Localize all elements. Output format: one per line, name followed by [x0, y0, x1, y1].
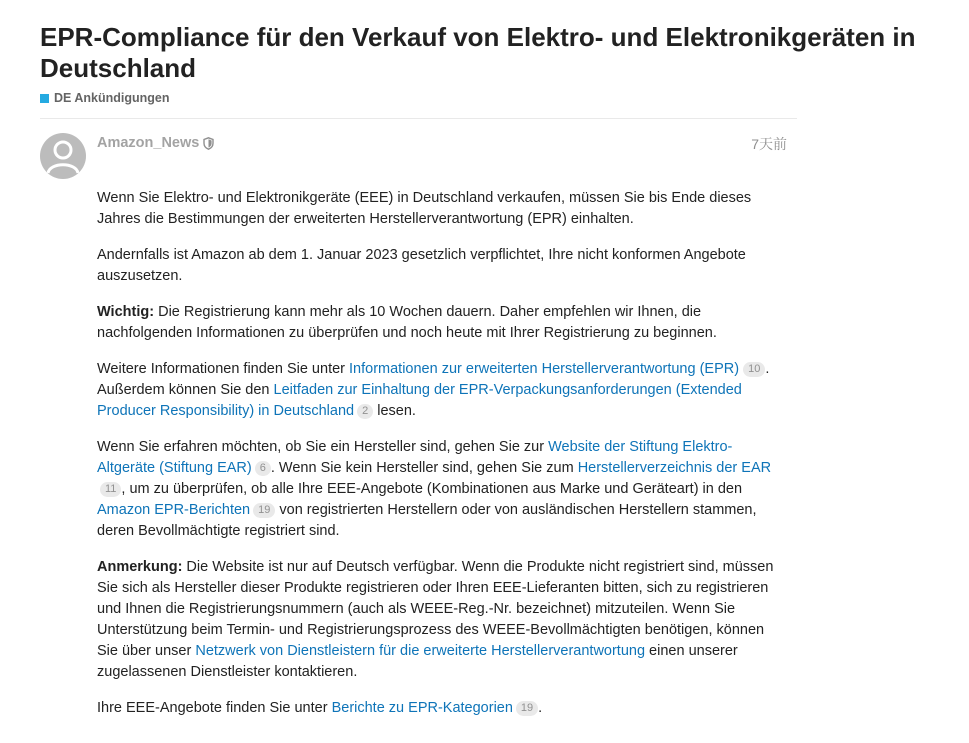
click-count-badge: 19	[253, 503, 275, 518]
title-divider	[40, 118, 797, 119]
paragraph-7-text-1: Ihre EEE-Angebote finden Sie unter	[97, 700, 332, 716]
paragraph-5-text-4: von registrierten Herstellern oder von ausländischen Herstellern stammen, deren Bevollmächtigte registriert sind.	[97, 502, 757, 539]
author-name[interactable]	[97, 135, 214, 151]
link-service-provider-network[interactable]: Netzwerk von Dienstleistern für die erweiterte Herstellerverantwortung	[195, 643, 646, 659]
link-packaging-guide[interactable]: Leitfaden zur Einhaltung der EPR-Verpackungsanforderungen (Extended Producer Responsibility) in Deutschland	[97, 382, 742, 419]
paragraph-4-text-2: . Außerdem können Sie den	[97, 361, 770, 398]
paragraph-4	[97, 359, 787, 422]
note-label: Anmerkung:	[97, 559, 183, 575]
click-count-badge: 11	[100, 482, 121, 497]
click-count-badge: 10	[743, 362, 765, 377]
paragraph-5-text-1: Wenn Sie erfahren möchten, ob Sie ein Hersteller sind, gehen Sie zur	[97, 439, 549, 455]
paragraph-4-text-1: Weitere Informationen finden Sie unter	[97, 361, 350, 377]
user-avatar-icon	[40, 133, 86, 179]
paragraph-5-text-2: . Wenn Sie kein Hersteller sind, gehen Sie zum	[270, 460, 578, 476]
paragraph-7	[97, 698, 787, 719]
avatar[interactable]	[40, 133, 86, 179]
paragraph-3-text: Die Registrierung kann mehr als 10 Wochen dauern. Daher empfehlen wir Ihnen, die nachfolgenden Informationen zu überprüfen und noch heute mit Ihrer Registrierung zu beginnen.	[97, 304, 717, 341]
post-date[interactable]: 7天前	[751, 136, 787, 152]
paragraph-6	[97, 557, 787, 683]
link-epr-info[interactable]: Informationen zur erweiterten Herstellerverantwortung (EPR)	[349, 361, 740, 377]
category-color-swatch	[40, 94, 49, 103]
category-label: DE Ankündigungen	[54, 91, 170, 105]
paragraph-1: Wenn Sie Elektro- und Elektronikgeräte (EEE) in Deutschland verkaufen, müssen Sie bis Ende dieses Jahres die Bestimmungen der erweiterten Herstellerverantwortung (EPR) einhalten.	[97, 190, 752, 227]
shield-icon	[203, 137, 214, 150]
link-ear-register[interactable]: Herstellerverzeichnis der EAR	[577, 460, 772, 476]
paragraph-6-text-2: einen unserer zugelassenen Dienstleister kontaktieren.	[97, 643, 738, 680]
paragraph-6-text-1: Die Website ist nur auf Deutsch verfügbar. Wenn die Produkte nicht registriert sind, müssen Sie sich als Hersteller dieser Produkte registrieren oder Ihren EEE-Lieferanten bitten, sich zu registrieren und Ihnen die Registrierungsnummern (auch als WEEE-Reg.-Nr. bezeichnet) mitzuteilen. Wenn Sie Unterstützung beim Termin- und Registrierungsprozess des WEEE-Bevollmächtigten benötigen, können Sie über unser	[97, 559, 774, 659]
important-label: Wichtig:	[97, 304, 155, 320]
link-epr-reports[interactable]: Amazon EPR-Berichten	[97, 502, 251, 518]
paragraph-7-text-2: .	[538, 700, 543, 716]
author-username: Amazon_News	[97, 135, 200, 151]
category-badge[interactable]	[40, 91, 170, 105]
click-count-badge: 6	[255, 461, 271, 476]
click-count-badge: 2	[357, 404, 373, 419]
click-count-badge: 19	[516, 701, 538, 716]
paragraph-4-text-3: lesen.	[373, 403, 416, 419]
paragraph-5	[97, 437, 787, 542]
topic-title[interactable]: EPR-Compliance für den Verkauf von Elektro- und Elektronikgeräten in Deutschland	[40, 22, 916, 83]
post-body	[97, 188, 787, 734]
paragraph-5-text-3: , um zu überprüfen, ob alle Ihre EEE-Angebote (Kombinationen aus Marke und Geräteart) in den	[121, 481, 743, 497]
link-epr-category-reports[interactable]: Berichte zu EPR-Kategorien	[331, 700, 513, 716]
link-stiftung-ear[interactable]: Website der Stiftung Elektro-Altgeräte (Stiftung EAR)	[97, 439, 733, 476]
paragraph-3	[97, 302, 787, 344]
paragraph-2: Andernfalls ist Amazon ab dem 1. Januar 2023 gesetzlich verpflichtet, Ihre nicht konformen Angebote auszusetzen.	[97, 247, 746, 284]
